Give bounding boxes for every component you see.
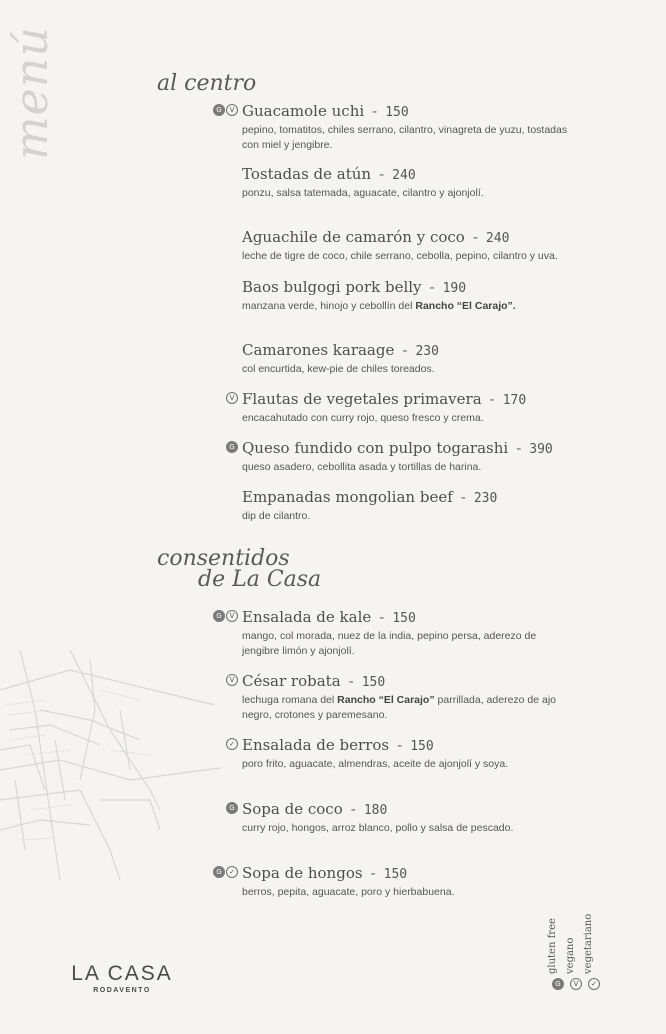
vegano-icon: V xyxy=(226,610,238,622)
menu-item-description xyxy=(242,509,572,524)
street-map-illustration xyxy=(0,650,220,880)
description-text: ponzu, salsa tatemada, aguacate, cilantro y ajonjolí. xyxy=(242,187,484,199)
logo-sub: RODAVENTO xyxy=(93,987,151,994)
section-title-al-centro: al centro xyxy=(157,71,257,96)
gluten-free-icon: G xyxy=(226,802,238,814)
legend-entry-gluten-free xyxy=(547,910,566,992)
vegano-icon: V xyxy=(226,674,238,686)
menu-item-title xyxy=(242,488,573,508)
menu-item-title xyxy=(242,864,573,884)
la-casa-logo xyxy=(64,963,180,994)
menu-item xyxy=(213,608,573,672)
description-text: parrillada, aderezo de ajo negro, crotones y paremesano. xyxy=(242,694,557,721)
menu-item xyxy=(213,672,573,736)
menu-item-title xyxy=(242,278,573,298)
menu-item-price: 150 xyxy=(383,867,408,882)
menu-item-name: Queso fundido con pulpo togarashi xyxy=(242,439,509,457)
menu-item-name: Ensalada de kale xyxy=(242,608,372,626)
menu-item-price: 190 xyxy=(442,281,467,296)
menu-item-name: Sopa de hongos xyxy=(242,864,363,882)
menu-item xyxy=(213,165,573,228)
legend-label: vegano xyxy=(565,937,576,974)
vegano-icon: V xyxy=(226,104,238,116)
menu-item-price: 240 xyxy=(485,231,510,246)
menu-item-price: 230 xyxy=(473,491,498,506)
menu-item-description xyxy=(242,821,572,836)
al-centro-list xyxy=(213,102,573,537)
menu-item-description xyxy=(242,460,572,475)
price-separator: - xyxy=(429,278,435,296)
price-separator: - xyxy=(516,439,522,457)
menu-item-icons xyxy=(213,674,241,688)
menu-item-description xyxy=(242,186,572,201)
menu-item-price: 240 xyxy=(392,168,416,183)
price-separator: - xyxy=(370,864,376,882)
legend-label: vegetariano xyxy=(583,913,594,974)
price-separator: - xyxy=(460,488,466,506)
menu-item-price: 180 xyxy=(363,803,388,818)
price-separator: - xyxy=(402,341,408,359)
menu-item-description xyxy=(242,299,572,314)
menu-item-icons xyxy=(213,392,241,406)
description-text: dip de cilantro. xyxy=(242,510,311,522)
diet-legend xyxy=(547,910,610,992)
gluten-free-icon: G xyxy=(552,978,564,990)
menu-item xyxy=(213,102,573,165)
menu-item-title xyxy=(242,228,573,248)
menu-item xyxy=(213,800,573,864)
vegetariano-icon: ✓ xyxy=(226,866,238,878)
menu-item xyxy=(213,864,573,913)
price-separator: - xyxy=(397,736,403,754)
menu-item-title xyxy=(242,390,573,410)
menu-item-price: 390 xyxy=(529,442,553,457)
side-menu-title-text: menú xyxy=(4,25,58,161)
description-text: pepino, tomatitos, chiles serrano, cilantro, vinagreta de yuzu, tostadas con miel y jengibre. xyxy=(242,124,568,151)
menu-item-name: Ensalada de berros xyxy=(242,736,390,754)
description-text: poro frito, aguacate, almendras, aceite de ajonjolí y soya. xyxy=(242,758,509,770)
menu-item-description xyxy=(242,885,572,900)
menu-item-description xyxy=(242,693,572,723)
menu-item-name: Aguachile de camarón y coco xyxy=(242,228,465,246)
description-text: lechuga romana del xyxy=(242,694,338,706)
menu-item-title xyxy=(242,608,573,628)
gluten-free-icon: G xyxy=(213,104,225,116)
menu-item-icons xyxy=(213,738,241,752)
menu-item-description xyxy=(242,629,572,659)
ranch-highlight: Rancho “El Carajo”. xyxy=(415,300,516,312)
menu-item-description xyxy=(242,757,572,772)
menu-item-name: Flautas de vegetales primavera xyxy=(242,390,482,408)
vegano-icon: V xyxy=(570,978,582,990)
description-text: encacahutado con curry rojo, queso fresco y crema. xyxy=(242,412,484,424)
vegetariano-icon: ✓ xyxy=(226,738,238,750)
ranch-highlight: Rancho “El Carajo” xyxy=(337,694,435,706)
menu-item xyxy=(213,341,573,390)
price-separator: - xyxy=(489,390,495,408)
price-separator: - xyxy=(472,228,478,246)
description-text: mango, col morada, nuez de la india, pepino persa, aderezo de jengibre limón y ajonjolí. xyxy=(242,630,537,657)
price-separator: - xyxy=(379,608,385,626)
section-title-de-la-casa: de La Casa xyxy=(198,567,322,592)
menu-item-icons xyxy=(213,866,241,880)
legend-entry-vegano xyxy=(565,910,584,992)
description-text: curry rojo, hongos, arroz blanco, pollo y salsa de pescado. xyxy=(242,822,514,834)
menu-item-name: Sopa de coco xyxy=(242,800,343,818)
description-text: col encurtida, kew-pie de chiles toreados. xyxy=(242,363,435,375)
menu-item xyxy=(213,390,573,439)
side-menu-title xyxy=(4,18,58,168)
menu-item-icons xyxy=(213,441,241,455)
vegetariano-icon: ✓ xyxy=(588,978,600,990)
menu-item-description xyxy=(242,362,572,377)
menu-item xyxy=(213,228,573,278)
gluten-free-icon: G xyxy=(226,441,238,453)
logo-brand: LA CASA xyxy=(71,962,173,985)
menu-item-title xyxy=(242,341,573,361)
section-title-consentidos: consentidos xyxy=(157,546,290,571)
menu-item-title xyxy=(242,672,573,692)
menu-item xyxy=(213,736,573,800)
menu-item-price: 150 xyxy=(410,739,434,754)
menu-item-name: Guacamole uchi xyxy=(242,102,365,120)
vegano-icon: V xyxy=(226,392,238,404)
menu-item-title xyxy=(242,439,573,459)
price-separator: - xyxy=(348,672,354,690)
menu-item-price: 150 xyxy=(361,675,386,690)
menu-item-name: Baos bulgogi pork belly xyxy=(242,278,422,296)
menu-item xyxy=(213,488,573,537)
menu-item-title xyxy=(242,736,573,756)
menu-item-description xyxy=(242,249,572,264)
menu-item-name: Tostadas de atún xyxy=(242,165,372,183)
menu-item-name: Empanadas mongolian beef xyxy=(242,488,453,506)
gluten-free-icon: G xyxy=(213,610,225,622)
gluten-free-icon: G xyxy=(213,866,225,878)
consentidos-list xyxy=(213,608,573,913)
menu-item-title xyxy=(242,800,573,820)
description-text: queso asadero, cebollita asada y tortillas de harina. xyxy=(242,461,482,473)
price-separator: - xyxy=(372,102,378,120)
menu-item xyxy=(213,278,573,341)
menu-item-description xyxy=(242,411,572,426)
menu-item-price: 150 xyxy=(385,105,409,120)
description-text: leche de tigre de coco, chile serrano, cebolla, pepino, cilantro y uva. xyxy=(242,250,558,262)
menu-item xyxy=(213,439,573,488)
menu-item-name: Camarones karaage xyxy=(242,341,395,359)
legend-entry-vegetariano xyxy=(583,910,602,992)
price-separator: - xyxy=(379,165,385,183)
legend-label: gluten free xyxy=(547,918,558,974)
price-separator: - xyxy=(350,800,356,818)
menu-item-title xyxy=(242,165,573,185)
description-text: manzana verde, hinojo y cebollín del xyxy=(242,300,416,312)
menu-item-price: 170 xyxy=(502,393,527,408)
menu-item-name: César robata xyxy=(242,672,341,690)
menu-item-icons xyxy=(213,610,241,624)
menu-item-icons xyxy=(213,802,241,816)
menu-item-price: 230 xyxy=(415,344,439,359)
description-text: berros, pepita, aguacate, poro y hierbabuena. xyxy=(242,886,455,898)
menu-item-icons xyxy=(213,104,241,118)
menu-item-title xyxy=(242,102,573,122)
menu-item-price: 150 xyxy=(392,611,416,626)
menu-item-description xyxy=(242,123,572,153)
